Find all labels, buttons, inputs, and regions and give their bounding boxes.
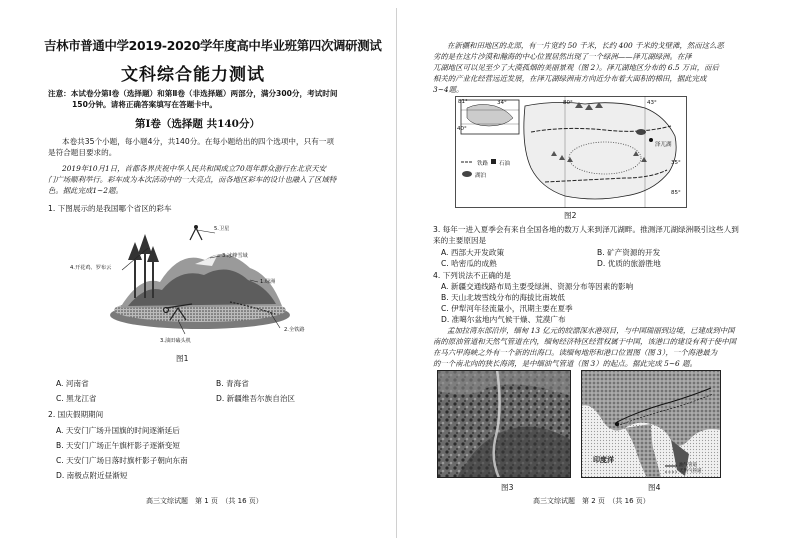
fig2-lon-label-4: 85° (671, 190, 681, 196)
q1-option-c: C. 黑龙江省 (56, 394, 97, 403)
q2-option-b: B. 天安门广场正午旗杆影子逐渐变短 (56, 441, 180, 450)
figure-4-caption: 图4 (648, 483, 661, 492)
fig2-town-label: 泽兀湖 (655, 142, 672, 148)
fig2-lon-label-2: 80° (563, 100, 573, 106)
figure-2-caption: 图2 (564, 211, 577, 220)
section-title: 第Ⅰ卷（选择题 共140分） (135, 118, 260, 130)
notice-line-1: 注意：本试卷分第Ⅰ卷（选择题）和第Ⅱ卷（非选择题）两部分，满分300分，考试时间 (48, 89, 338, 98)
left-page-footer: 高三文综试题 第 1 页 （共 16 页） (146, 497, 263, 505)
fig4-legend-2: 天然气管道 (679, 469, 702, 474)
q4-option-a: A. 新疆交通线路布局主要受绿洲、资源分布等因素的影响 (441, 282, 634, 291)
figure-3-caption: 图3 (501, 483, 514, 492)
question-4: 4. 下列说法不正确的是 (433, 271, 512, 280)
fig1-label-oil: 3.油田磕头机 (160, 338, 191, 344)
fig2-lon-label-1: 40° (457, 126, 467, 132)
fig1-label-pine: 4.开花鸡、罗布云 (70, 265, 112, 271)
fig2-lat-label-3: 43° (647, 100, 657, 106)
passage-line-2: 门广场顺利举行。彩车成为本次活动中的一大亮点，而各地区彩车的设计也融入了区域特 (48, 175, 337, 184)
exam-header-title: 吉林市普通中学2019-2020学年度高中毕业班第四次调研测试 (44, 38, 382, 53)
q3-option-d: D. 优质的旅游胜地 (597, 259, 661, 268)
fig1-label-satellite: 5.卫星 (214, 226, 230, 232)
q4-option-b: B. 天山北坡雪线分布的海拔比南坡低 (441, 293, 565, 302)
q2-option-a: A. 天安门广场升国旗的时间逐渐延后 (56, 426, 180, 435)
right-page (397, 0, 794, 547)
right-page-footer: 高三文综试题 第 2 页 （共 16 页） (533, 497, 650, 505)
passage1-line-2: 劣的是在这片沙漠和瀚海的中心位置居然出现了一个绿洲——泽兀湖绿洲。在泽 (433, 52, 692, 61)
passage-line-3: 色。据此完成1~2题。 (48, 186, 123, 195)
instructions-line-2: 是符合题目要求的。 (48, 148, 117, 157)
q2-option-c: C. 天安门广场日落时旗杆影子朝向东南 (56, 456, 188, 465)
fig1-label-green: 1.绿洲 (260, 279, 276, 285)
passage2-line-3: 在马六甲海峡之外有一个新的出海口。读缅甸地形和港口位置图（图 3），一个海港最为 (433, 348, 718, 357)
q3-option-b: B. 矿产资源的开发 (597, 248, 661, 257)
q1-option-b: B. 青海省 (216, 379, 249, 388)
fig2-legend-lake: 湖泊 (475, 173, 487, 179)
passage2-line-4: 的一个南北向的狭长海湾，是中缅油气管道（图 3）的起点。据此完成 5~6 题。 (433, 359, 697, 368)
question-2: 2. 国庆假期期间 (48, 410, 104, 419)
question-1: 1. 下图展示的是我国哪个省区的彩车 (48, 204, 172, 213)
passage-line-1: 2019年10月1日，首都各界庆祝中华人民共和国成立70周年群众游行在北京天安 (62, 164, 327, 173)
notice-line-2: 150分钟。请将正确答案填写在答题卡中。 (72, 100, 217, 109)
question-3-line-1: 3. 每年一进入夏季会有来自全国各地的数万人来到泽兀湖畔。推测泽兀湖绿洲吸引这些人到 (433, 225, 739, 234)
fig1-label-rail: 2.全铁路 (284, 327, 305, 333)
passage2-line-1: 孟加拉湾东部沿岸，缅甸 13 亿元的皎漂深水港项目，与中国瑞丽到边境，已建成到中国 (447, 326, 735, 335)
passage1-line-1: 在新疆和田地区的北部，有一片宽约 50 千米，长约 400 千米的戈壁滩，然而这么恶 (447, 41, 724, 50)
q4-option-d: D. 准噶尔盆地内气候干燥、荒漠广布 (441, 315, 566, 324)
question-3-line-2: 来的主要原因是 (433, 236, 487, 245)
figure-1-caption: 图1 (176, 354, 189, 363)
figure-3-satellite-photo (437, 370, 571, 478)
fig2-lon-label-3: 35° (671, 160, 681, 166)
passage1-line-3: 兀湖地区可以见至少了大漠孤烟的美丽景观（图 2）。泽兀湖地区分布的 6.5 万亩，而后 (433, 63, 719, 72)
fig2-lat-label-2: 34° (497, 100, 507, 106)
fig4-ocean-label: 印度洋 (593, 456, 614, 464)
passage2-line-2: 南的原油管道和天然气管道在内，缅甸经济特区经营权属于中国，该港口的建设有利于使中国 (433, 337, 737, 346)
q3-option-a: A. 西部大开发政策 (441, 248, 505, 257)
fig2-legend-oil: 石油 (499, 161, 511, 167)
q4-option-c: C. 伊犁河年径流量小，汛期主要在夏季 (441, 304, 573, 313)
passage1-line-5: 3~4题。 (433, 85, 464, 94)
q1-option-a: A. 河南省 (56, 379, 89, 388)
fig2-lat-label-1: 81° (458, 99, 468, 105)
q1-option-d: D. 新疆维吾尔族自治区 (216, 394, 296, 403)
fig4-legend-1: 油气管道 (679, 463, 697, 468)
instructions-line-1: 本卷共35个小题，每小题4分，共140分。在每小题给出的四个选项中，只有一项 (62, 137, 334, 146)
exam-main-title: 文科综合能力测试 (121, 65, 265, 85)
fig2-legend-rail: 铁路 (477, 161, 489, 167)
figure-2-map (455, 96, 687, 208)
q3-option-c: C. 哈密瓜的成熟 (441, 259, 497, 268)
q2-option-d: D. 南极点附近昼渐短 (56, 471, 128, 480)
passage1-line-4: 相关的产业化经营远近发展，在泽兀湖绿洲南方向近分布着大面积的棉田，据此完成 (433, 74, 707, 83)
fig1-label-terrace: 3.冰峰雪域 (222, 253, 248, 259)
